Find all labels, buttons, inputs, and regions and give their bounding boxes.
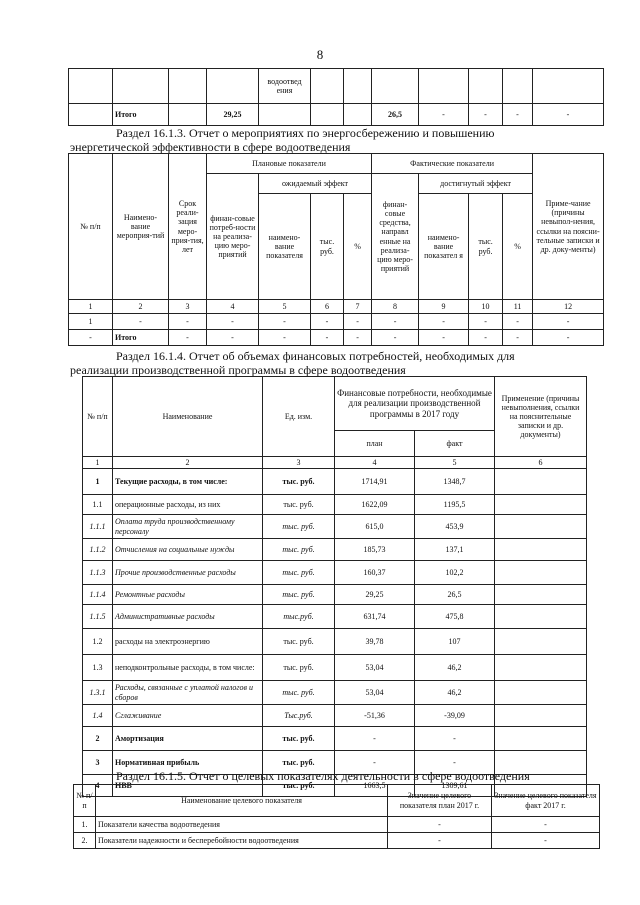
section-3-heading: Раздел 16.1.3. Отчет о мероприятиях по энергосбережению и повышению энергетической эффективности в сфере водоотведения [70, 126, 495, 154]
table-energy-saving [68, 153, 604, 346]
table-row: 2 Амортизация тыс. руб. - - [83, 727, 587, 751]
table-row: 1.1.4 Ремонтные расходы тыс. руб. 29,25 26,5 [83, 585, 587, 605]
table-row: 1.1 операционные расходы, из них тыс. руб. 1622,09 1195,5 [83, 495, 587, 515]
table-fragment [68, 68, 604, 126]
table-row: 1.2 расходы на электроэнергию тыс. руб. 39,78 107 [83, 629, 587, 655]
itogo-label: Итого [113, 330, 169, 346]
table-row: 3 Нормативная прибыль тыс. руб. - - [83, 751, 587, 775]
itogo-fact: 26,5 [372, 104, 419, 126]
table-row: 4 НВВ тыс. руб. 1663,5 1309,61 [83, 775, 587, 797]
table-header-row: № п/п Наимено-вание мероприя-тий Срок реали-зация меро-прия-тия, лет Плановые показатели Фактические показатели Приме-чание (причины невыпол-нения, ссылки на поясни-тельные записки и др. доку-менты) [69, 154, 604, 174]
table-row: Итого 29,25 26,5 - - - - [69, 104, 604, 126]
section-5-heading: Раздел 16.1.5. Отчет о целевых показателях деятельности в сфере водоотведения [116, 769, 530, 783]
table-row: 1.1.1 Оплата труда производственному персоналу тыс. руб. 615,0 453,9 [83, 515, 587, 539]
page-number: 8 [316, 47, 324, 62]
table-row [69, 69, 604, 104]
table-header-row: наимено-вание показателя тыс. руб. % наимено-вание показател я тыс. руб. % [69, 194, 604, 300]
table-row: 1.3 неподконтрольные расходы, в том числе: тыс. руб. 53,04 46,2 [83, 655, 587, 681]
table-header-row: план факт [83, 431, 587, 457]
table-header-row: финан-совые потреб-ности на реализа-цию меро-приятий ожидаемый эффект финан-совые средства, направл енные на реализа-цию меро-приятий достигнутый эффект [69, 174, 604, 194]
table-financial-needs [82, 376, 587, 797]
table-row: 1 - - - - - - - - - - - [69, 314, 604, 330]
table-row: 1 2 3 4 5 6 7 8 9 10 11 12 [69, 300, 604, 314]
table-row: 1.1.2 Отчисления на социальные нужды тыс. руб. 185,73 137,1 [83, 539, 587, 561]
table-row: - Итого - - - - - - - - - - [69, 330, 604, 346]
itogo-label: Итого [113, 104, 169, 126]
table-row: 1 Текущие расходы, в том числе: тыс. руб. 1714,91 1348,7 [83, 469, 587, 495]
table-row: 1.1.5 Административные расходы тыс.руб. 631,74 475,8 [83, 605, 587, 629]
table-header-row: № п/п Наименование Ед. изм. Финансовые потребности, необходимые для реализации производственной программы в 2017 году Применение (причины невыполнения, ссылки на пояснительные записки и др. документы) [83, 377, 587, 431]
table-row: 1.3.1 Расходы, связанные с уплатой налогов и сборов тыс. руб. 53,04 46,2 [83, 681, 587, 705]
table-row: 1.1.3 Прочие производственные расходы тыс. руб. 160,37 102,2 [83, 561, 587, 585]
table-row: 1.4 Сглаживание Тыс.руб. -51,36 -39,09 [83, 705, 587, 727]
table-header-row: № п/п Наименование целевого показателя Значение целевого показателя план 2017 г. Значение целевого показателя факт 2017 г. [74, 785, 600, 817]
fragment-cell: водоотвед ения [259, 69, 311, 104]
table-target-indicators [73, 784, 600, 849]
section-4-heading: Раздел 16.1.4. Отчет об объемах финансовых потребностей, необходимых для реализации производственной программы в сфере водоотведения [70, 349, 515, 377]
table-row: 2. Показатели надежности и бесперебойности водоотведения - - [74, 833, 600, 849]
itogo-plan: 29,25 [207, 104, 259, 126]
table-row: 1 2 3 4 5 6 [83, 457, 587, 469]
table-row: 1. Показатели качества водоотведения - - [74, 817, 600, 833]
